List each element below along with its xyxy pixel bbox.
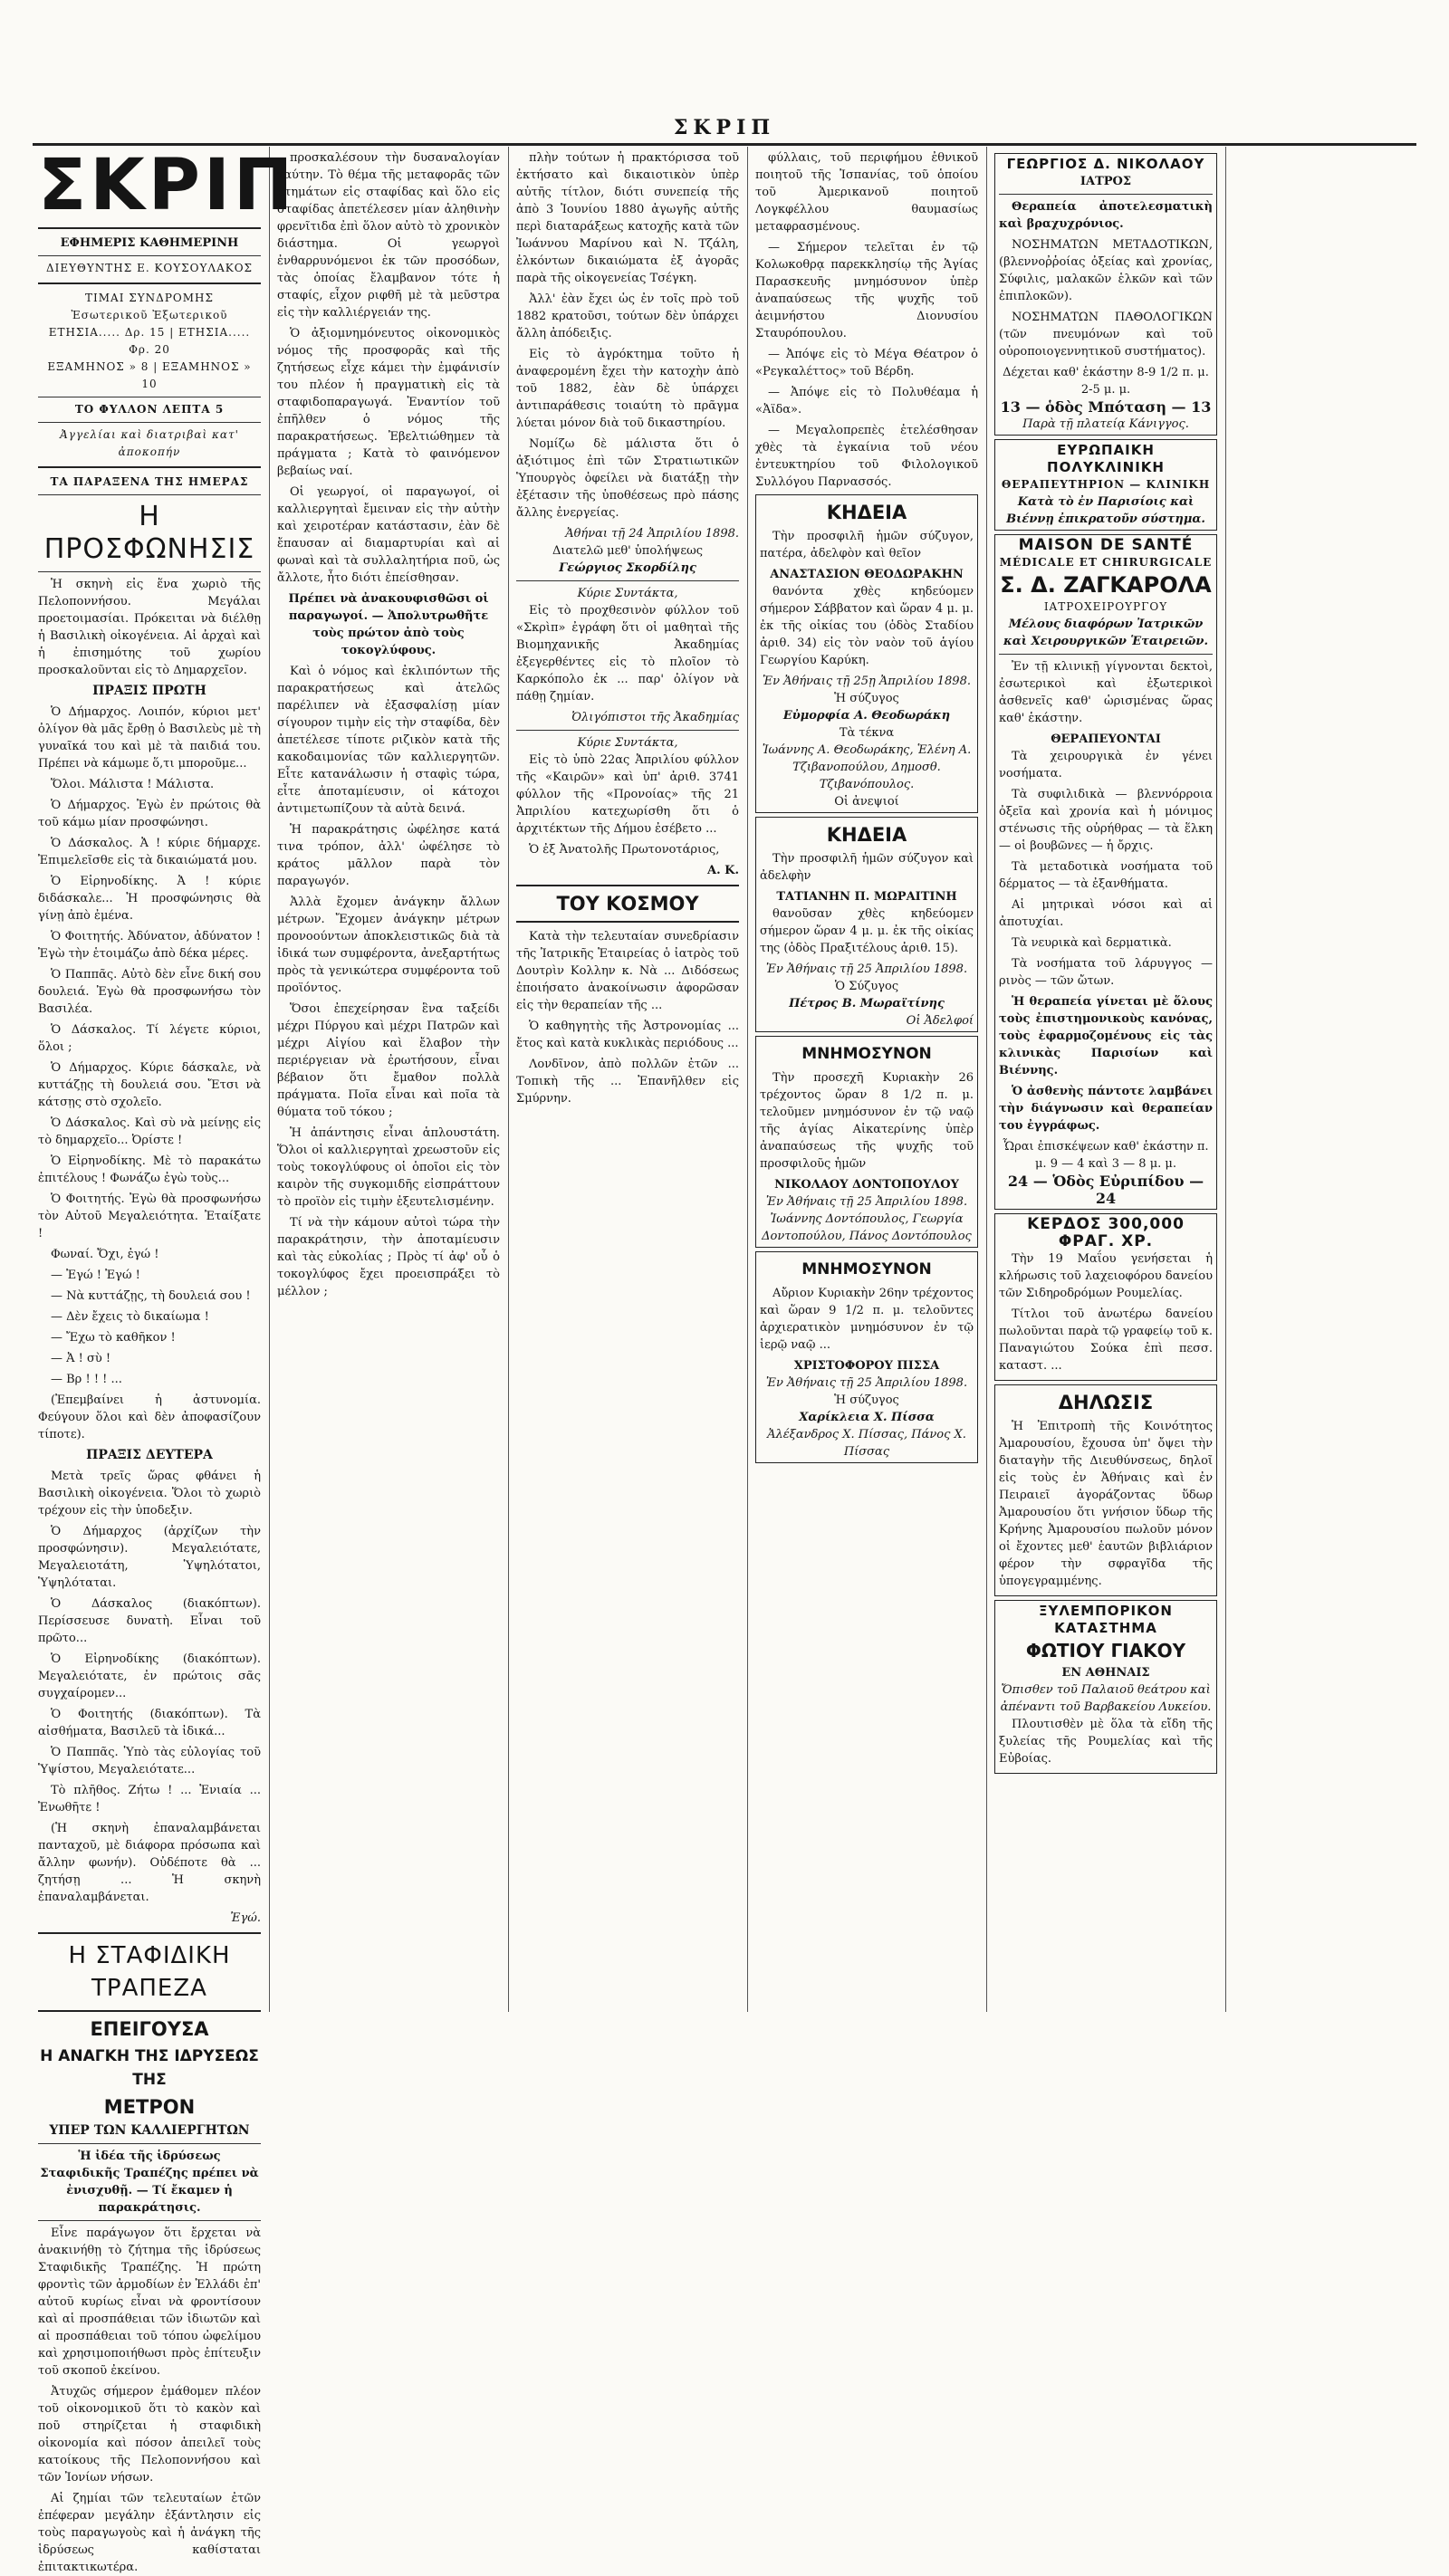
ad-item: Τὰ νοσήματα τοῦ λάρυγγος — ρινὸς — τῶν ὤτων. <box>999 957 1213 988</box>
divider <box>999 654 1213 655</box>
ad-title: ΔΗΛΩΣΙΣ <box>1058 1392 1154 1413</box>
article-paragraph: Καὶ ὁ νόμος καὶ ἐκλιπόντων τῆς παρακρατήσεως καὶ ἀτελῶς παρέλιπεν νὰ ἐξασφαλίσῃ μίαν σίγουρον τιμὴν εἰς τὴν σταφίδα, δὲν ἀπετέλεσε τίποτε ριζικὸν κατὰ τῆς κακοδαιμονίας τῶν καλλιεργητῶν. Εἶτε κατανάλωσιν ἡ σταφὶς τώρα, εἶτε ἀποταμίευσιν, οἱ κάτοχοι ἀντιμετωπίζουν τὰ αὐτὰ δεινά. <box>277 665 500 816</box>
news-item: Λονδῖνον, ἀπὸ πολλῶν ἐτῶν ... Τοπικὴ τῆς ... Ἐπανῆλθεν εἰς Σμύρνην. <box>516 1058 739 1106</box>
ad-address: 13 — ὁδὸς Μπόταση — 13 <box>1000 398 1212 416</box>
dialogue-line: Ὁ Φοιτητής. Ἐγὼ θὰ προσφωνήσω τὸν Αὐτοῦ Μεγαλειότητα. Ἐταίξατε ! <box>38 1192 261 1240</box>
notice-date: Ἐν Ἀθήναις τῇ 25 Ἀπριλίου 1898. <box>765 962 968 976</box>
section-title: ΤΟΥ ΚΟΣΜΟΥ <box>556 893 699 915</box>
divider <box>516 921 739 923</box>
ad-item: Τὰ νευρικὰ καὶ δερματικὰ. <box>1012 936 1172 950</box>
notice-lead: Τὴν προσφιλῆ ἡμῶν σύζυγον καὶ ἀδελφὴν <box>760 852 974 883</box>
article-paragraph: Εἶνε παράγωγον ὅτι ἔρχεται νὰ ἀνακινήθῃ τὸ ζήτημα τῆς ἱδρύσεως Σταφιδικῆς Τραπέζης. Ἡ πρώτη φροντὶς τῶν ἀρμοδίων ἐν Ἑλλάδι ἐπ' αὐτοῦ κυρίως εἶναι νὰ φροντίσουν καὶ αἱ προσπάθειαι τῶν ἰδιωτῶν καὶ αἱ προσπάθειαι τοῦ τόπου ὠφελίμου καὶ χρησιμοποιήθωσι πρὸς ἐπίτευξιν τοῦ σκοποῦ ἐκείνου. <box>38 2226 261 2378</box>
memorial-notice <box>755 1036 978 1248</box>
letter-signature: Α. Κ. <box>707 864 739 877</box>
ad-text: Ἡ Ἐπιτροπὴ τῆς Κοινότητος Ἀμαρουσίου, ἔχουσα ὑπ' ὄψει τὴν διαταγὴν τῆς Διευθύνσεως, δηλοῖ εἰς τοὺς ἐν Ἀθήναις καὶ ἐν Πειραιεῖ ἀγοράζοντας ὕδωρ Ἀμαρουσίου ὅτι γνήσιον ὕδωρ τῆς Κρήνης Ἀμαρουσίου πωλοῦν μόνον οἱ ἔχοντες μεθ' ἑαυτῶν βιβλιάριον φέρον τὴν σφραγῖδα τῆς ὑπογεγραμμένης. <box>999 1420 1213 1588</box>
dialogue-line: Ὁ Παππᾶς. Αὐτὸ δὲν εἶνε δική σου δουλειά. Ἐγὼ θὰ προσφωνήσω τὸν Βασιλέα. <box>38 968 261 1016</box>
notice-label: Οἱ Ἀδελφοί <box>906 1014 974 1028</box>
notice-name: ΑΝΑΣΤΑΣΙΟΝ ΘΕΟΔΩΡΑΚΗΝ <box>770 568 964 581</box>
play-title: Η ΠΡΟΣΦΩΝΗΣΙΣ <box>43 501 255 565</box>
dialogue-line: (Ἐπεμβαίνει ἡ ἀστυνομία. Φεύγουν ὅλοι καὶ δὲν ἀποφασίζουν τίποτε). <box>38 1393 261 1441</box>
notice-signer: Εὐμορφία Α. Θεοδωράκη <box>782 709 951 723</box>
notice-text: Αὔριον Κυριακὴν 26ην τρέχοντος καὶ ὥραν 9 1/2 π. μ. τελοῦντες ἀρχιερατικὸν μνημόσυνον ἐν τῷ ἱερῷ ναῷ ... <box>760 1287 974 1352</box>
funeral-notice <box>755 817 978 1032</box>
article-paragraph: Ἡ ἀπάντησις εἶναι ἁπλουστάτη. Ὅλοι οἱ καλλιεργηταὶ χρεωστοῦν εἰς τοὺς τοκογλύφους οἱ ὁποῖοι εἰς τὸν καιρὸν τῆς συγκομιδῆς εἰσπράττουν τὸ προϊὸν εἰς τιμὴν ἐξευτελισμένην. <box>277 1126 500 1209</box>
ad-near: Παρὰ τῇ πλατείᾳ Κάνιγγος. <box>1022 417 1189 431</box>
clinic-ad <box>994 439 1217 531</box>
notice-label: Οἱ ἀνεψιοί <box>834 795 899 809</box>
notice-name: ΝΙΚΟΛΑΟΥ ΔΟΝΤΟΠΟΥΛΟΥ <box>774 1178 959 1192</box>
ad-line: Κατὰ τὸ ἐν Παρισίοις καὶ Βιέννῃ ἐπικρατοῦν σύστημα. <box>1006 495 1205 526</box>
article-subheading: Πρέπει νὰ ἀνακουφισθῶσι οἱ παραγωγοί. — Ἀπολυτρωθῆτε τοὺς πρώτον ἀπὸ τοὺς τοκογλύφους. <box>288 592 489 657</box>
column-divider <box>986 147 987 2012</box>
article-paragraph: Οἱ γεωργοί, οἱ παραγωγοί, οἱ καλλιεργηταὶ ἔμειναν εἰς τὴν αὐτὴν καὶ χειροτέραν κατάστασιν, ἐὰν δὲ ἔπαυσαν αἱ διαμαρτυρίαι καὶ αἱ φωναὶ καὶ τὰ συλλαλητήρια ποῦ, ὡς ἄλλοτε, ἦτο διότι ἐπείσθησαν. <box>277 485 500 585</box>
news-item: — Ἀπόψε εἰς τὸ Πολυθέαμα ἡ «Ἀϊδα». <box>755 386 978 417</box>
masthead-subtitle: ΕΦΗΜΕΡΙΣ ΚΑΘΗΜΕΡΙΝΗ <box>60 236 239 250</box>
dialogue-line: Τὸ πλῆθος. Ζήτω ! ... Ἑνιαία ... Ἐνωθῆτε ! <box>38 1784 261 1815</box>
notice-name: ΤΑΤΙΑΝΗΝ Π. ΜΩΡΑΙΤΙΝΗ <box>776 890 957 904</box>
article-paragraph: Εἰς τὸ ἀγρόκτημα τοῦτο ἡ ἀναφερομένη ἔχει τὴν κατοχὴν ἀπὸ τοῦ 1882, ἐὰν δὲ ὑπάρχει ἀντιπαράθεσις τοιαύτη τὸ πρᾶγμα λύεται μόνον διὰ τοῦ δικαστηρίου. <box>516 348 739 430</box>
lumber-store-ad <box>994 1600 1217 1774</box>
divider <box>516 885 739 886</box>
article-heading: Η ΑΝΑΓΚΗ ΤΗΣ ΙΔΡΥΣΕΩΣ ΤΗΣ <box>40 2047 259 2089</box>
subscription-title: ΤΙΜΑΙ ΣΥΝΔΡΟΜΗΣ <box>85 292 214 304</box>
funeral-notice <box>755 494 978 813</box>
article-paragraph: Νομίζω δὲ μάλιστα ὅτι ὁ ἀξιότιμος ἐπὶ τῶν Στρατιωτικῶν Ὑπουργὸς ὀφείλει νὰ διατάξῃ τὴν ἐξέτασιν τῆς ὑποθέσεως πρὸ πάσης ἄλλης ἐνεργείας. <box>516 437 739 520</box>
notice-title: ΜΝΗΜΟΣΥΝΟΝ <box>801 1260 932 1278</box>
divider <box>516 730 739 731</box>
divider <box>38 227 261 229</box>
act-heading: ΠΡΑΞΙΣ ΔΕΥΤΕΡΑ <box>86 1448 213 1462</box>
article-title: Η ΣΤΑΦΙΔΙΚΗ ΤΡΑΠΕΖΑ <box>68 1942 231 2002</box>
ad-title: ΚΕΡΔΟΣ 300,000 ΦΡΑΓ. ΧΡ. <box>1027 1215 1185 1250</box>
ad-text: Πλουτισθὲν μὲ ὅλα τὰ εἴδη τῆς ξυλείας τῆς Ρουμελίας καὶ τῆς Εὐβοίας. <box>999 1718 1213 1766</box>
ad-item: Αἱ μητρικαὶ νόσοι καὶ αἱ ἀποτυχίαι. <box>999 898 1213 929</box>
divider <box>38 1932 261 1934</box>
divider <box>38 255 261 256</box>
notice-label: Τὰ τέκνα <box>839 726 895 740</box>
ad-subtitle: ΘΕΡΑΠΕΥΤΗΡΙΟΝ — ΚΛΙΝΙΚΗ <box>1001 478 1211 491</box>
divider <box>38 571 261 572</box>
dialogue-line: Ὁ Δήμαρχος. Κύριε δάσκαλε, νὰ κυττάζῃς τὴ δουλειά σου. Ἔτσι νὰ κάτσῃς στὸ σχολεῖο. <box>38 1061 261 1109</box>
dialogue-line: Ὁ Δάσκαλος. Καὶ σὺ νὰ μείνῃς εἰς τὸ δημαρχεῖο... Ὀρίστε ! <box>38 1116 261 1147</box>
divider <box>38 2143 261 2144</box>
article-kicker: ΕΠΕΙΓΟΥΣΑ <box>90 2018 209 2040</box>
dialogue-line: Ὅλοι. Μάλιστα ! Μάλιστα. <box>51 778 215 791</box>
article-paragraph: Εἰς τὸ προχθεσινὸν φύλλον τοῦ «Σκρὶπ» ἐγράφη ὅτι οἱ μαθηταὶ τῆς Βιομηχανικῆς Ἀκαδημίας ἐξεγερθέντες εἰς τὸ πλοῖον τὸ Καρκόπολο ἐκ ... παρ' ὀλίγον νὰ πάθῃ ζημίαν. <box>516 604 739 704</box>
act-intro: Μετὰ τρεῖς ὥρας φθάνει ἡ Βασιλικὴ οἰκογένεια. Ὅλοι τὸ χωριὸ τρέχουν εἰς τὴν ὑποδεξιν. <box>38 1470 261 1518</box>
dialogue-line: Φωναί. Ὄχι, ἐγώ ! <box>51 1248 159 1261</box>
dialogue-line: Ὁ Δήμαρχος. Λοιπόν, κύριοι μετ' ὀλίγον θὰ μᾶς ἔρθῃ ὁ Βασιλεὺς μὲ τὴ γυναῖκά του καὶ μὲ τὰ παιδιά του. Πρέπει νὰ κάμωμε ὅ,τι μποροῦμε... <box>38 705 261 771</box>
letter-salutation: Κύριε Συντάκτα, <box>577 587 678 600</box>
column-6 <box>1228 149 1418 2006</box>
ad-text: Ἐν τῇ κλινικῇ γίγνονται δεκτοὶ, ἐσωτερικοὶ καὶ ἐξωτερικοὶ ἀσθενεῖς καθ' ὡρισμένας ὥρας καθ' ἑκάστην. <box>999 660 1213 725</box>
letter-signature: Ὀλιγόπιστοι τῆς Ἀκαδημίας <box>571 711 739 724</box>
letter-date: Ἀθήναι τῇ 24 Ἀπριλίου 1898. <box>565 527 739 541</box>
dialogue-line: Ὁ Δήμαρχος (ἀρχίζων τὴν προσφώνησιν). Μεγαλειότατε, Μεγαλειοτάτη, Ὑψηλότατοι, Ὑψηλόταται. <box>38 1525 261 1590</box>
dialogue-line: Ὁ Δήμαρχος. Ἐγὼ ἐν πρώτοις θὰ τοῦ κάμω μίαν προσφώνησι. <box>38 799 261 829</box>
article-lead: Ἡ ἰδέα τῆς ἱδρύσεως Σταφιδικῆς Τραπέζης πρέπει νὰ ἐνισχυθῇ. — Τί ἔκαμεν ἡ παρακράτησις. <box>40 2150 259 2215</box>
play-intro: Ἡ σκηνὴ εἰς ἕνα χωριὸ τῆς Πελοποννήσου. Μεγάλαι προετοιμασίαι. Πρόκειται νὰ διέλθῃ ἡ Βασιλικὴ οἰκογένεια. Αἱ ἀρχαὶ καὶ ἡ ἐπισημότης τοῦ χωρίου προσκαλοῦνται εἰς τὸ Δημαρχεῖον. <box>38 578 261 677</box>
news-item: — Σήμερον τελεῖται ἐν τῷ Κολωκοθρᾳ παρεκκλησίῳ τῆς Ἁγίας Παρασκευῆς μνημόσυνον ὑπὲρ ἀναπαύσεως τῆς ψυχῆς τοῦ ἀειμνήστου Διονυσίου Σταυρόπουλου. <box>755 241 978 340</box>
subscription-line: ΕΤΗΣΙΑ..... Δρ. 15 | ΕΤΗΣΙΑ..... Φρ. 20 <box>48 326 251 356</box>
notice-label: Ἡ σύζυγος <box>834 692 899 705</box>
column-divider <box>269 147 270 2012</box>
column-2 <box>272 149 505 2006</box>
ad-item: Τὰ συφιλιδικὰ — βλεννόρροια ὀξεῖα καὶ χρονία καὶ ἡ μόνιμος στένωσις τῆς οὐρήθρας — τὰ ἕλκη — οἱ βουβῶνες — ἡ ὄρχις. <box>999 788 1213 853</box>
notice-lead: Τὴν προσφιλῆ ἡμῶν σύζυγον, πατέρα, ἀδελφὸν καὶ θεῖον <box>760 530 974 560</box>
dialogue-line: — Ἀ ! σὺ ! <box>51 1352 111 1365</box>
notice-text: Τὴν προσεχῆ Κυριακὴν 26 τρέχοντος ὥραν 8 1/2 π. μ. τελοῦμεν μνημόσυνον ἐν τῷ ναῷ τῆς ἁγίας Αἰκατερίνης ὑπὲρ ἀναπαύσεως τῆς ψυχῆς τοῦ προσφιλοῦς ἡμῶν <box>760 1071 974 1171</box>
article-paragraph: Ἀλλὰ ἔχομεν ἀνάγκην ἄλλων μέτρων. Ἔχομεν ἀνάγκην μέτρων προνοούντων ἀποκλειστικῶς διὰ τὰ ἰδικά των συμφέροντα, ἀνεξαρτήτως πρὸς τὰ γενικώτερα συμφέροντα τοῦ προϊόντος. <box>277 895 500 995</box>
ad-footer: Ὁ ἀσθενὴς πάντοτε λαμβάνει τὴν διάγνωσιν καὶ θεραπείαν του ἐγγράφως. <box>999 1085 1213 1133</box>
news-item: — Ἀπόψε εἰς τὸ Μέγα Θέατρον ὁ «Ρεγκαλέττος» τοῦ Βέρδη. <box>755 348 978 378</box>
article-paragraph: προσκαλέσουν τὴν δυσαναλογίαν ταύτην. Τὸ θέμα τῆς μεταφορᾶς τῶν κτημάτων εἰς σταφίδας καὶ ὅλο εἰς σταφίδας ἀπετέλεσεν μίαν ἀληθινὴν φρενῖτιδα ἐπὶ ὅλον αὐτὸ τὸ χρονικὸν διάστημα. Οἱ γεωργοὶ ἐνθαρρυνόμενοι ἐκ τῶν προσόδων, τὰς ὁποίας ἔλαμβανον τότε ἡ σταφίς, εἶχον ριφθῆ μὲ τὰ μεῦστρα εἰς τὴν καλλιέργειάν της. <box>277 151 500 320</box>
divider <box>38 2220 261 2221</box>
ad-line: Μέλους διαφόρων Ἰατρικῶν καὶ Χειρουργικῶν Ἑταιρειῶν. <box>1003 618 1208 648</box>
ad-name: ΓΕΩΡΓΙΟΣ Δ. ΝΙΚΟΛΑΟΥ <box>1006 156 1205 172</box>
column-3 <box>511 149 744 2006</box>
article-heading: ΥΠΕΡ ΤΩΝ ΚΑΛΛΙΕΡΓΗΤΩΝ <box>49 2123 250 2138</box>
ad-hours: Δέχεται καθ' ἑκάστην 8-9 1/2 π. μ. 2-5 μ. μ. <box>1003 366 1209 397</box>
section-tag: ΤΑ ΠΑΡΑΞΕΝΑ ΤΗΣ ΗΜΕΡΑΣ <box>50 475 249 488</box>
column-divider <box>508 147 509 2012</box>
news-item: — Μεγαλοπρεπὲς ἐτελέσθησαν χθὲς τὰ ἐγκαίνια τοῦ νέου ἐντευκτηρίου τοῦ Φιλολογικοῦ Συλλόγου Παρνασσός. <box>755 424 978 489</box>
masthead: ΣΚΡΙΠ <box>38 145 297 226</box>
ad-subtitle: MÉDICALE ET CHIRURGICALE <box>999 556 1213 569</box>
dialogue-line: Ὁ Δάσκαλος (διακόπτων). Περίσσευσε δυνατὴ. Εἶναι τοῦ πρῶτο... <box>38 1597 261 1645</box>
column-divider <box>1225 147 1226 2012</box>
ad-role: ΙΑΤΡΟΧΕΙΡΟΥΡΓΟΥ <box>1043 600 1168 613</box>
article-paragraph: Ἡ παρακράτησις ὠφέλησε κατά τινα τρόπον, ἀλλ' ὠφέλησε τὸ κράτος μᾶλλον παρὰ τὸν παραγωγόν. <box>277 823 500 888</box>
ad-role: ΙΑΤΡΟΣ <box>1080 175 1132 188</box>
notice-title: ΜΝΗΜΟΣΥΝΟΝ <box>801 1045 932 1063</box>
ad-address: Ὄπισθεν τοῦ Παλαιοῦ θεάτρου καὶ ἀπέναντι τοῦ Βαρβακείου Λυκείου. <box>1000 1683 1212 1714</box>
news-item: Κατὰ τὴν τελευταίαν συνεδρίασιν τῆς Ἰατρικῆς Ἑταιρείας ὁ ἰατρὸς τοῦ Δουτρὶν Κολλην κ. Νὰ ... Διδόσεως ἐποιήσατο ἀνακοίνωσιν ἀφορῶσαν εἰς τὴν θεραπείαν τῆς ... <box>516 930 739 1012</box>
notice-text: θανοῦσαν χθὲς κηδεύομεν σήμερον ὥραν 4 μ. μ. ἐκ τῆς οἰκίας της (ὁδὸς Πραξιτέλους ἀριθ. 15). <box>760 907 974 955</box>
ad-line: ΝΟΣΗΜΑΤΩΝ ΜΕΤΑΔΟΤΙΚΩΝ, (βλεννοῤῥοίας ὀξείας καὶ χρονίας, Σύφιλις, μαλακῶν ἑλκῶν καὶ τῶν ἐπιπλοκῶν). <box>999 238 1213 303</box>
divider <box>516 580 739 581</box>
column-4 <box>750 149 984 2006</box>
divider <box>38 466 261 468</box>
notice-date: Ἐν Ἀθήναις τῇ 25ῃ Ἀπριλίου 1898. <box>763 675 971 688</box>
news-item: φύλλαις, τοῦ περιφήμου ἐθνικοῦ ποιητοῦ τῆς Ἰσπανίας, τοῦ ὁποίου τοῦ Ἀμερικανοῦ ποιητοῦ Λογκφέλλου θαυμασίως μεταφρασμένους. <box>755 151 978 234</box>
dialogue-line: — Δὲν ἔχεις τὸ δικαίωμα ! <box>51 1310 209 1324</box>
notice-signer: Χαρίκλεια Χ. Πίσσα <box>799 1411 935 1424</box>
article-paragraph: Τί νὰ τὴν κάμουν αὐτοὶ τώρα τὴν παρακράτησιν, τὴν ἀποταμίευσιν καὶ τὰς εὐκολίας ; Πρὸς τί ἀφ' οὗ ὁ τοκογλύφος ἔχει προεισπράξει τὸ μέλλον ; <box>277 1216 500 1298</box>
ad-address: 24 — Ὁδὸς Εὐριπίδου — 24 <box>1007 1173 1204 1207</box>
letter-salutation: Κύριε Συντάκτα, <box>577 736 678 750</box>
news-item: Ὁ καθηγητὴς τῆς Ἀστρονομίας ... ἔτος καὶ κατὰ κυκλικὰς περιόδους ... <box>516 1020 739 1050</box>
ads-note: Ἀγγελίαι καὶ διατριβαὶ κατ' ἀποκοπήν <box>60 428 239 458</box>
article-paragraph: Ὅσοι ἐπεχείρησαν ἓνα ταξείδι μέχρι Πύργου καὶ μέχρι Πατρῶν καὶ μέχρι Αἰγίου καὶ ἔλαβον τὴν περιέργειαν νὰ ἐρωτήσουν, εἶναι βέβαιον ὅτι ἔμαθον πολλὰ πράγματα. Ποῖα εἶναι καὶ ποῖα τὰ θύματα τοῦ τόκου ; <box>277 1002 500 1119</box>
dialogue-line: Ὁ Φοιτητής (διακόπτων). Τὰ αἰσθήματα, Βασιλεῦ τὰ ἰδικά... <box>38 1708 261 1738</box>
ad-line: ΝΟΣΗΜΑΤΩΝ ΠΑΘΟΛΟΓΙΚΩΝ (τῶν πνευμόνων καὶ τοῦ οὐροποιογεννητικοῦ συστήματος). <box>999 311 1213 359</box>
divider <box>38 2010 261 2012</box>
price-line: ΤΟ ΦΥΛΛΟΝ ΛΕΠΤΑ 5 <box>74 403 225 416</box>
column-divider <box>747 147 748 2012</box>
dialogue-line: Ὁ Φοιτητής. Ἀδύνατον, ἀδύνατον ! Ἐγὼ τὴν ἑτοιμάζω ἀπὸ δέκα μέρες. <box>38 930 261 961</box>
dialogue-line: Ὁ Παππᾶς. Ὑπὸ τὰς εὐλογίας τοῦ Ὑψίστου, Μεγαλειότατε... <box>38 1746 261 1776</box>
article-heading: ΜΕΤΡΟΝ <box>103 2096 196 2118</box>
notice-signer: Πέτρος Β. Μωραϊτίνης <box>789 997 945 1010</box>
notice-label: Ὁ Σύζυγος <box>834 980 899 993</box>
notice-date: Ἐν Ἀθήναις τῇ 25 Ἀπριλίου 1898. <box>765 1376 968 1390</box>
ad-name: ΦΩΤΙΟΥ ΓΙΑΚΟΥ <box>1025 1640 1186 1661</box>
article-paragraph: Ὁ ἀξιομνημόνευτος οἰκονομικὸς νόμος τῆς προσφορᾶς καὶ τῆς ζητήσεως εἶχε κάμει τὴν ἐμφάνισίν του πλέον ἡ πραγματικὴ εἰς τὰ σταφιδοπαραγωγά. Ἐναντίον τοῦ ἐπῆλθεν ὁ νόμος τῆς παρακρατήσεως. Ἐβελτιώθημεν τὰ πράγματα ; Κατὰ τὸ φαινόμενον βεβαίως ναί. <box>277 327 500 478</box>
play-ending: (Ἡ σκηνὴ ἐπαναλαμβάνεται πανταχοῦ, μὲ διάφορα πρόσωπα καὶ ἄλλην φωνήν). Οὐδέποτε θὰ ... ζητήσῃ ... Ἡ σκηνὴ ἐπαναλαμβάνεται. <box>38 1822 261 1904</box>
dialogue-line: — Ἐγώ ! Ἐγώ ! <box>51 1269 140 1282</box>
letter-signature: Γεώργιος Σκορδίλης <box>559 561 696 575</box>
ad-heading: ΘΕΡΑΠΕΥΟΝΤΑΙ <box>1051 733 1161 746</box>
article-paragraph: Ἀλλ' ἐὰν ἔχει ὡς ἐν τοῖς πρὸ τοῦ 1882 κρατοῦσι, τούτων δὲν ὑπάρχει ἄλλη ἀπόδειξις. <box>516 292 739 340</box>
notice-signer: Ἀλέξανδρος Χ. Πίσσας, Πάνος Χ. Πίσσας <box>767 1428 966 1459</box>
doctor-ad <box>994 153 1217 436</box>
dialogue-line: Ὁ Εἰρηνοδίκης (διακόπτων). Μεγαλειότατε, ἐν πρώτοις σᾶς συγχαίρομεν... <box>38 1652 261 1700</box>
ad-city: ΕΝ ΑΘΗΝΑΙΣ <box>1061 1666 1150 1680</box>
running-head: ΣΚΡΙΠ <box>673 116 776 139</box>
ad-footer: Ἡ θεραπεία γίνεται μὲ ὅλους τοὺς ἐπιστημονικοὺς κανόνας, τοὺς ἐφαρμοζομένους εἰς τὰς κλινικὰς Παρισίων καὶ Βιέννης. <box>999 995 1213 1077</box>
notice-label: Ἡ σύζυγος <box>834 1393 899 1407</box>
ad-title: MAISON DE SANTÉ <box>1018 536 1194 554</box>
article-paragraph: Αἱ ζημίαι τῶν τελευταίων ἐτῶν ἐπέφεραν μεγάλην ἐξάντλησιν εἰς τοὺς παραγωγοὺς καὶ ἡ ἀνάγκη τῆς ἱδρύσεως καθίσταται ἐπιτακτικωτέρα. <box>38 2492 261 2574</box>
article-paragraph: Ὁ ἐξ Ἀνατολῆς Πρωτονοτάριος, <box>529 843 720 857</box>
signature: Ἐγώ. <box>230 1911 261 1925</box>
dialogue-line: — Ἔχω τὸ καθῆκον ! <box>51 1331 176 1345</box>
ad-name: Σ. Δ. ΖΑΓΚΑΡΟΛΑ <box>1000 572 1212 598</box>
dialogue-line: — Νὰ κυττάζῃς, τὴ δουλειά σου ! <box>51 1289 251 1303</box>
dialogue-line: Ὁ Εἰρηνοδίκης. Ἀ ! κύριε διδάσκαλε... Ἡ προσφώνησις θὰ γίνῃ ἀπὸ ἐμένα. <box>38 875 261 923</box>
dialogue-line: Ὁ Δάσκαλος. Ἀ ! κύριε δήμαρχε. Ἐπιμελεῖσθε εἰς τὰ δικαιώματά μου. <box>38 837 261 867</box>
maison-de-sante-ad <box>994 534 1217 1210</box>
ad-text: Τίτλοι τοῦ ἀνωτέρω δανείου πωλοῦνται παρὰ τῷ γραφείῳ τοῦ κ. Παναγιώτου Σούκα ἐπὶ πεσσ. καταστ. ... <box>999 1307 1213 1373</box>
memorial-notice <box>755 1251 978 1463</box>
notice-text: θανόντα χθὲς κηδεύομεν σήμερον Σάββατον καὶ ὥραν 4 μ. μ. ἐκ τῆς οἰκίας του (ὁδὸς Σταδίου ἀριθ. 34) εἰς τὸν ναὸν τοῦ ἁγίου Γεωργίου Καρύκη. <box>760 585 974 667</box>
column-1 <box>33 145 297 2574</box>
director-line: ΔΙΕΥΘΥΝΤΗΣ Ε. ΚΟΥΣΟΥΛΑΚΟΣ <box>45 262 254 274</box>
ad-line: Θεραπεία ἀποτελεσματικὴ καὶ βραχυχρόνιος. <box>999 200 1213 231</box>
ad-title: ΞΥΛΕΜΠΟΡΙΚΟΝ ΚΑΤΑΣΤΗΜΑ <box>1039 1603 1173 1636</box>
column-5 <box>989 149 1223 2006</box>
dialogue-line: Ὁ Εἰρηνοδίκης. Μὲ τὸ παρακάτω ἐπιτέλους ! Φωνάζω ἐγὼ τοὺς... <box>38 1154 261 1185</box>
dialogue-line: Ὁ Δάσκαλος. Τί λέγετε κύριοι, ὅλοι ; <box>38 1023 261 1054</box>
declaration-ad <box>994 1384 1217 1596</box>
subscription-line: ΕΞΑΜΗΝΟΣ » 8 | ΕΞΑΜΗΝΟΣ » 10 <box>47 360 252 390</box>
lottery-ad <box>994 1213 1217 1381</box>
ad-item: Τὰ μεταδοτικὰ νοσήματα τοῦ δέρματος — τὰ ἐξανθήματα. <box>999 860 1213 891</box>
letter-closing: Διατελῶ μεθ' ὑπολήψεως <box>552 544 703 558</box>
notice-title: ΚΗΔΕΙΑ <box>826 824 907 846</box>
divider <box>38 282 261 284</box>
ad-item: Τὰ χειρουργικὰ ἐν γένει νοσήματα. <box>999 750 1213 780</box>
ad-title: ΕΥΡΩΠΑΙΚΗ ΠΟΛΥΚΛΙΝΙΚΗ <box>1047 442 1165 475</box>
article-paragraph: Ἀτυχῶς σήμερον ἐμάθομεν πλέον τοῦ οἰκονομικοῦ ὅτι τὸ κακὸν καὶ ποῦ στηρίζεται ἡ σταφιδικὴ οἰκονομία καὶ πόσον ἀπειλεῖ τοὺς κατοίκους τῆς Πελοποννήσου καὶ τῶν Ἰονίων νήσων. <box>38 2385 261 2485</box>
dialogue-line: — Βρ ! ! ! ... <box>51 1373 122 1386</box>
article-paragraph: πλὴν τούτων ἡ πρακτόρισσα τοῦ ἐκτήσατο καὶ δικαιοτικὸν ὑπὲρ αὐτῆς τίτλον, διότι συνεπείᾳ τῆς ἀπὸ 3 Ἰουνίου 1880 ἀγωγῆς αὐτῆς περὶ διαταράξεως κατοχῆς κατὰ τῶν Ἰωάννου Μαρίνου καὶ Ν. Τζάλη, ἐλκόντων δικαιώματα ἐξ ἀγορᾶς παρὰ τῆς οἰκογενείας Τσέγκη. <box>516 151 739 285</box>
ad-hours: Ὧραι ἐπισκέψεων καθ' ἑκάστην π. μ. 9 — 4 καὶ 3 — 8 μ. μ. <box>1003 1140 1209 1171</box>
notice-signer: Ἰωάννης Δοντόπουλος, Γεωργία Δοντοπούλου, Πάνος Δοντόπουλος <box>762 1212 972 1243</box>
subscription-line: Ἐσωτερικοῦ Ἐξωτερικοῦ <box>71 309 228 321</box>
notice-name: ΧΡΙΣΤΟΦΟΡΟΥ ΠΙΣΣΑ <box>793 1359 940 1373</box>
notice-date: Ἐν Ἀθήναις τῇ 25 Ἀπριλίου 1898. <box>765 1195 968 1209</box>
divider <box>38 422 261 423</box>
article-paragraph: Εἰς τὸ ὑπὸ 22ας Ἀπριλίου φύλλον τῆς «Καιρῶν» καὶ ὑπ' ἀριθ. 3741 φύλλον τῆς «Προνοίας» τῆς 21 Ἀπριλίου κατεχωρίσθη ὅτι ὁ ἀρχιτέκτων τῆς Δήμου ἐσέβετο ... <box>516 753 739 836</box>
notice-title: ΚΗΔΕΙΑ <box>826 502 907 523</box>
notice-signer: Ἰωάννης Α. Θεοδωράκης, Ἑλένη Α. Τζιβανοπούλου, Δημοσθ. Τζιβανόπουλος. <box>762 743 972 791</box>
divider <box>38 494 261 495</box>
divider <box>999 194 1213 195</box>
ad-text: Τὴν 19 Μαΐου γενήσεται ἡ κλήρωσις τοῦ λαχειοφόρου δανείου τῶν Σιδηροδρόμων Ρουμελίας. <box>999 1252 1213 1300</box>
act-heading: ΠΡΑΞΙΣ ΠΡΩΤΗ <box>92 684 206 698</box>
